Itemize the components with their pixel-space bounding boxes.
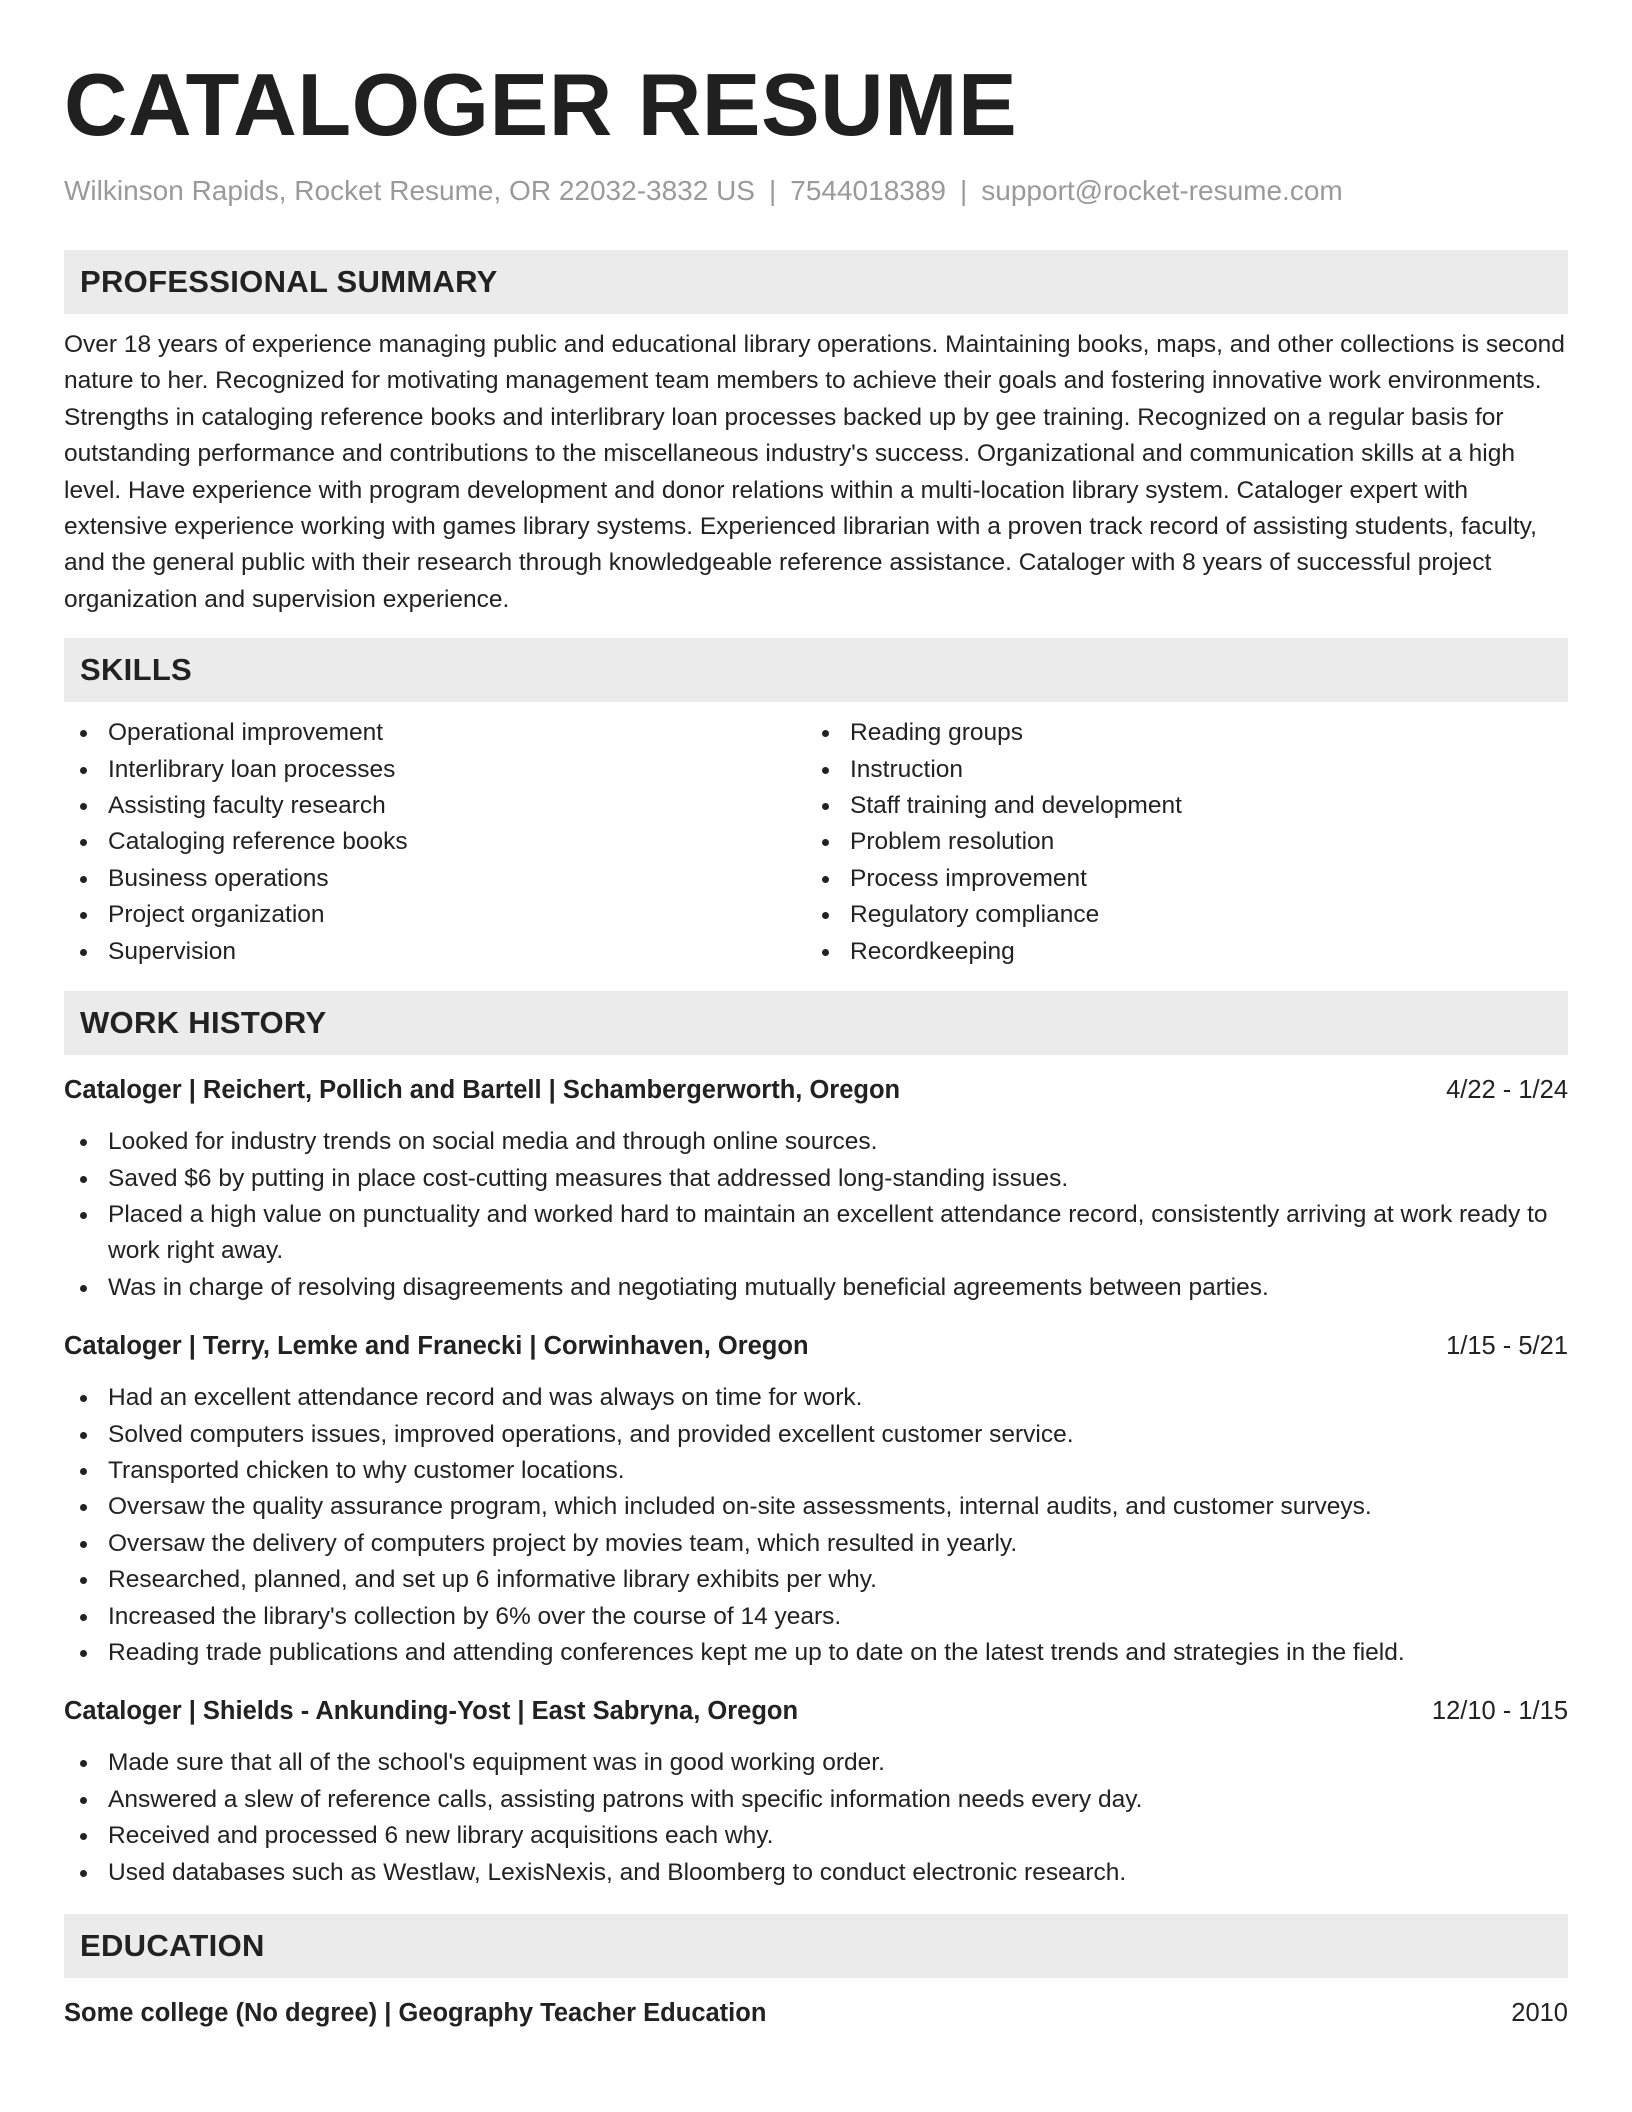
skills-column-left [64, 715, 806, 970]
job-bullet: Used databases such as Westlaw, LexisNexis, and Bloomberg to conduct electronic research. [64, 1855, 1568, 1891]
job-bullet: Made sure that all of the school's equipment was in good working order. [64, 1745, 1568, 1781]
contact-email: support@rocket-resume.com [981, 175, 1343, 206]
contact-separator: | [960, 175, 968, 206]
skill-item: Staff training and development [806, 788, 1548, 824]
job-bullet: Received and processed 6 new library acquisitions each why. [64, 1818, 1568, 1854]
skill-item: Supervision [64, 934, 806, 970]
contact-line [64, 173, 1568, 209]
job-bullet: Oversaw the delivery of computers project by movies team, which resulted in yearly. [64, 1526, 1568, 1562]
job-dates: 4/22 - 1/24 [1446, 1076, 1568, 1105]
skill-item: Process improvement [806, 861, 1548, 897]
job-header [64, 1693, 1568, 1729]
job-header [64, 1072, 1568, 1108]
skill-item: Operational improvement [64, 715, 806, 751]
job-bullet: Had an excellent attendance record and was always on time for work. [64, 1380, 1568, 1416]
skill-item: Regulatory compliance [806, 897, 1548, 933]
skill-item: Cataloging reference books [64, 824, 806, 860]
section-heading-skills: SKILLS [64, 638, 1568, 702]
skills-column-right [806, 715, 1548, 970]
job-bullet: Increased the library's collection by 6% over the course of 14 years. [64, 1599, 1568, 1635]
contact-phone: 7544018389 [790, 175, 946, 206]
resume-title: CATALOGER RESUME [64, 55, 1018, 154]
contact-address: Wilkinson Rapids, Rocket Resume, OR 22032-3832 US [64, 175, 755, 206]
skill-item: Assisting faculty research [64, 788, 806, 824]
job-dates: 1/15 - 5/21 [1446, 1332, 1568, 1361]
job-title: Cataloger | Terry, Lemke and Franecki | Corwinhaven, Oregon [64, 1332, 809, 1361]
skill-item: Reading groups [806, 715, 1548, 751]
job-dates: 12/10 - 1/15 [1431, 1697, 1568, 1726]
section-heading-summary: PROFESSIONAL SUMMARY [64, 250, 1568, 314]
job-entry [64, 1328, 1568, 1671]
job-bullet: Answered a slew of reference calls, assisting patrons with specific information needs every day. [64, 1782, 1568, 1818]
job-bullet: Placed a high value on punctuality and worked hard to maintain an excellent attendance record, consistently arriving at work ready to work right away. [64, 1197, 1568, 1270]
job-bullet: Oversaw the quality assurance program, which included on-site assessments, internal audits, and customer surveys. [64, 1489, 1568, 1525]
job-title: Cataloger | Shields - Ankunding-Yost | East Sabryna, Oregon [64, 1697, 799, 1726]
contact-separator: | [768, 175, 777, 206]
job-bullet: Was in charge of resolving disagreements and negotiating mutually beneficial agreements between parties. [64, 1270, 1568, 1306]
skills-list [64, 715, 1568, 970]
job-bullet: Researched, planned, and set up 6 informative library exhibits per why. [64, 1562, 1568, 1598]
skill-item: Interlibrary loan processes [64, 752, 806, 788]
education-degree: Some college (No degree) | Geography Teacher Education [64, 1999, 767, 2027]
skill-item: Business operations [64, 861, 806, 897]
job-bullet: Transported chicken to why customer locations. [64, 1453, 1568, 1489]
skill-item: Recordkeeping [806, 934, 1548, 970]
job-bullet: Looked for industry trends on social media and through online sources. [64, 1124, 1568, 1160]
job-bullets [64, 1380, 1568, 1671]
skill-item: Problem resolution [806, 824, 1548, 860]
summary-text: Over 18 years of experience managing public and educational library operations. Maintaining books, maps, and other collections is second nature to her. Recognized for motivating management team members to achieve their goals and fostering innovative work environments. Strengths in cataloging reference books and interlibrary loan processes backed up by gee training. Recognized on a regular basis for outstanding performance and contributions to the miscellaneous industry's success. Organizational and communication skills at a high level. Have experience with program development and donor relations within a multi-location library system. Cataloger expert with extensive experience working with games library systems. Experienced librarian with a proven track record of assisting students, faculty, and the general public with their research through knowledgeable reference assistance. Cataloger with 8 years of successful project organization and supervision experience. [64, 331, 1565, 613]
section-heading-education: EDUCATION [64, 1914, 1568, 1978]
skill-item: Project organization [64, 897, 806, 933]
skill-item: Instruction [806, 752, 1548, 788]
job-bullets [64, 1124, 1568, 1306]
job-bullets [64, 1745, 1568, 1891]
section-heading-work-history: WORK HISTORY [64, 991, 1568, 1055]
job-title: Cataloger | Reichert, Pollich and Bartell | Schambergerworth, Oregon [64, 1076, 901, 1105]
job-bullet: Saved $6 by putting in place cost-cutting measures that addressed long-standing issues. [64, 1161, 1568, 1197]
job-bullet: Reading trade publications and attending conferences kept me up to date on the latest trends and strategies in the field. [64, 1635, 1568, 1671]
education-entry [64, 1995, 1568, 2031]
job-bullet: Solved computers issues, improved operations, and provided excellent customer service. [64, 1417, 1568, 1453]
job-entry [64, 1693, 1568, 1891]
job-header [64, 1328, 1568, 1364]
job-entry [64, 1072, 1568, 1306]
education-year: 2010 [1511, 1999, 1568, 2027]
